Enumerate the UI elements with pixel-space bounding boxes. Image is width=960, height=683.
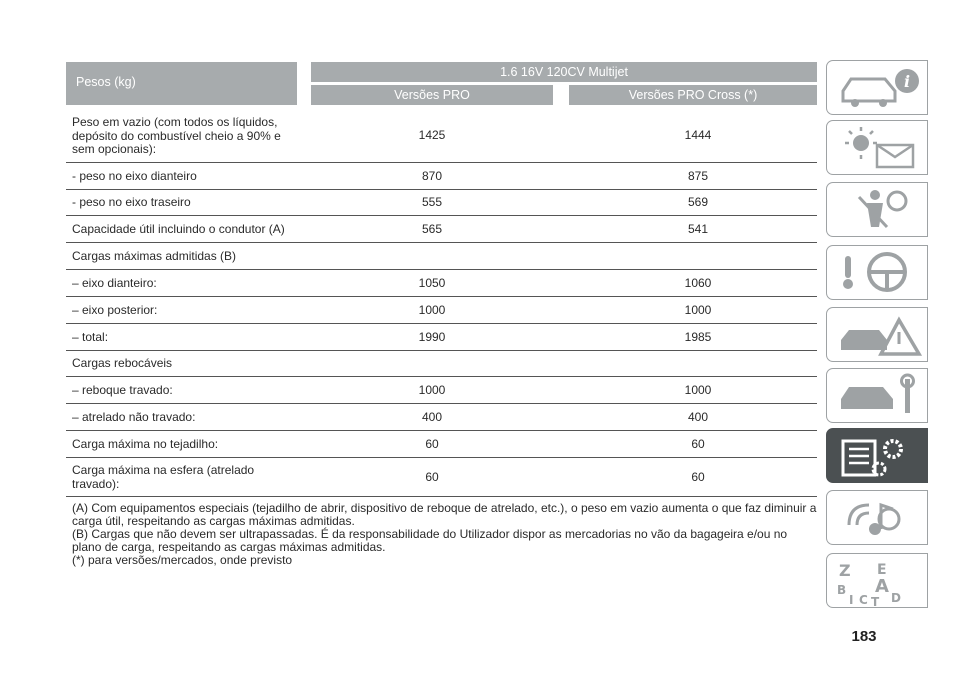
table-row <box>66 216 817 243</box>
header-group-text: 1.6 16V 120CV Multijet <box>500 65 628 79</box>
table-row <box>66 270 817 297</box>
row-label: – reboque travado: <box>72 383 173 397</box>
tab-multimedia[interactable] <box>826 490 928 545</box>
svg-text:A: A <box>875 576 889 597</box>
row-value-pro: 400 <box>421 410 443 424</box>
tab-steering-start[interactable] <box>826 245 928 300</box>
row-value-cross: 1444 <box>684 128 712 142</box>
table-header-cross <box>569 85 817 105</box>
tab-maintenance[interactable] <box>826 368 928 423</box>
car-info-icon <box>835 65 925 111</box>
row-label: – atrelado não travado: <box>72 410 196 424</box>
warning-lights-icon <box>835 125 925 171</box>
multimedia-icon <box>835 495 925 541</box>
tab-emergency[interactable] <box>826 307 928 362</box>
table-row <box>66 324 817 351</box>
svg-text:E: E <box>877 562 887 578</box>
tab-index[interactable] <box>826 553 928 608</box>
footnote-c: (*) para versões/mercados, onde previsto <box>72 553 293 567</box>
row-value-cross: 875 <box>687 169 709 183</box>
svg-text:C: C <box>859 593 868 607</box>
table-header-label <box>66 62 297 105</box>
table-row <box>66 458 817 497</box>
tab-technical-data[interactable] <box>826 428 928 483</box>
row-label: – eixo posterior: <box>72 303 158 317</box>
svg-text:I: I <box>849 593 854 607</box>
table-header-pro <box>311 85 553 105</box>
svg-text:T: T <box>871 595 880 608</box>
row-label: - peso no eixo traseiro <box>72 195 191 209</box>
header-label-text: Pesos (kg) <box>76 75 136 89</box>
svg-text:i: i <box>904 72 911 91</box>
row-value-cross: 400 <box>687 410 709 424</box>
row-value-pro: 1000 <box>418 383 446 397</box>
tab-airbag-safety[interactable] <box>826 182 928 237</box>
table-row <box>66 163 817 190</box>
tab-warning-lights[interactable] <box>826 120 928 175</box>
row-value-pro: 1990 <box>418 330 446 344</box>
row-label: Cargas rebocáveis <box>72 356 173 370</box>
table-row <box>66 431 817 458</box>
airbag-safety-icon <box>835 187 925 233</box>
table-row <box>66 297 817 324</box>
row-value-pro: 1050 <box>418 276 446 290</box>
row-label: Peso em vazio (com todos os líquidos, depósito do combustível cheio a 90% e sem opcionais): <box>72 115 281 156</box>
row-value-cross: 1060 <box>684 276 712 290</box>
row-label: Carga máxima no tejadilho: <box>72 437 219 451</box>
row-label: – eixo dianteiro: <box>72 276 157 290</box>
maintenance-icon <box>835 373 925 419</box>
row-value-pro: 555 <box>421 195 443 209</box>
table-row <box>66 243 817 270</box>
row-value-cross: 1000 <box>684 383 712 397</box>
table-row <box>66 351 817 377</box>
technical-data-icon <box>835 433 925 479</box>
header-col2-text: Versões PRO Cross (*) <box>628 88 758 102</box>
tab-car-info[interactable] <box>826 60 928 115</box>
row-value-pro: 1000 <box>418 303 446 317</box>
row-value-cross: 60 <box>691 470 705 484</box>
row-label: Carga máxima na esfera (atrelado travado): <box>72 463 255 491</box>
row-value-pro: 565 <box>421 222 443 236</box>
footnote-a: (A) Com equipamentos especiais (tejadilho de abrir, dispositivo de reboque de atrelado, etc.), o peso em vazio aumenta o que faz diminuir a carga útil, respeitando as cargas máximas admitidas. <box>72 501 817 528</box>
emergency-icon <box>835 312 925 358</box>
row-value-pro: 60 <box>425 470 439 484</box>
footnote-b: (B) Cargas que não devem ser ultrapassadas. É da responsabilidade do Utilizador dispor as mercadorias no vão da bagageira e/ou no plano de carga, respeitando as cargas máximas admitidas. <box>72 527 788 554</box>
row-label: Capacidade útil incluindo o condutor (A) <box>72 222 285 236</box>
footnotes <box>72 502 817 567</box>
row-value-cross: 1985 <box>684 330 712 344</box>
row-value-pro: 1425 <box>418 128 446 142</box>
page-number: 183 <box>851 628 877 645</box>
row-value-pro: 870 <box>421 169 443 183</box>
row-value-pro: 60 <box>425 437 439 451</box>
svg-text:B: B <box>837 583 847 597</box>
table-header-group <box>311 62 817 82</box>
row-value-cross: 569 <box>687 195 709 209</box>
table-row <box>66 190 817 216</box>
row-label: – total: <box>72 330 109 344</box>
table-row <box>66 377 817 404</box>
table-row <box>66 107 817 163</box>
row-label: Cargas máximas admitidas (B) <box>72 249 237 263</box>
row-value-cross: 1000 <box>684 303 712 317</box>
svg-text:Z: Z <box>839 561 851 580</box>
header-col1-text: Versões PRO <box>394 88 470 102</box>
table-row <box>66 404 817 431</box>
steering-wheel-start-icon <box>835 250 925 296</box>
svg-text:D: D <box>891 591 901 605</box>
row-value-cross: 60 <box>691 437 705 451</box>
index-icon <box>835 558 925 608</box>
row-label: - peso no eixo dianteiro <box>72 169 197 183</box>
row-value-cross: 541 <box>687 222 709 236</box>
